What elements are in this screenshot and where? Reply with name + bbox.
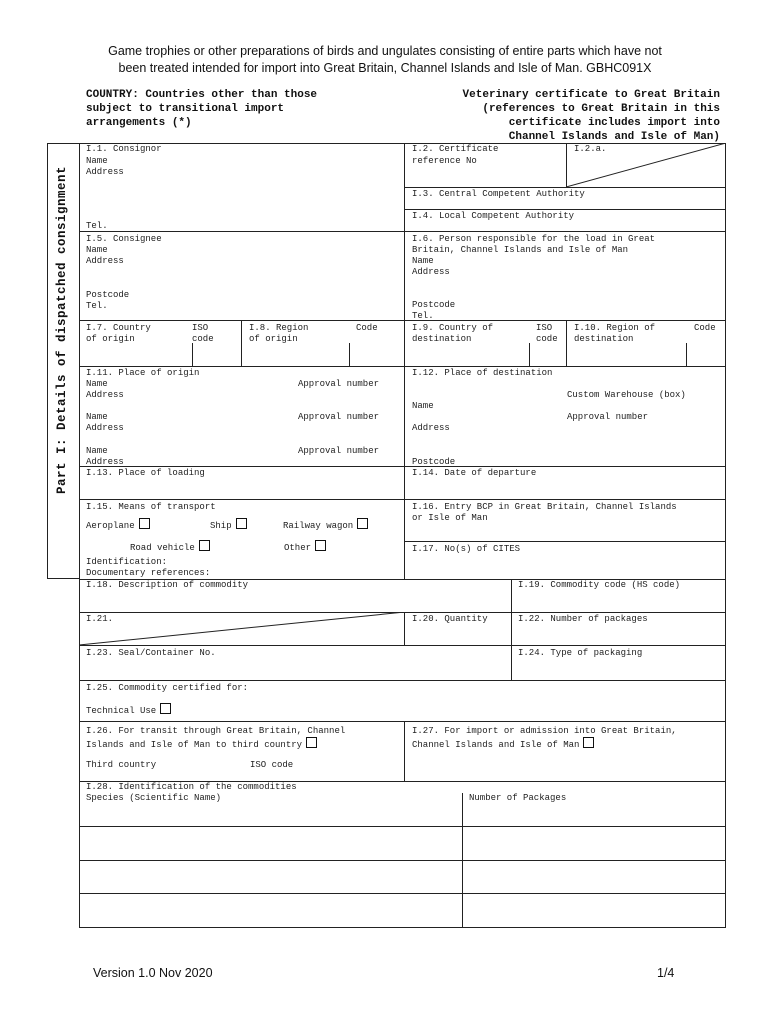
other-label: Other — [284, 543, 312, 553]
transit-option[interactable] — [86, 737, 317, 751]
entry-bcp-label: I.16. Entry BCP in Great Britain, Channel Islands — [412, 502, 677, 512]
other-option[interactable] — [284, 540, 326, 554]
commodity-code-label: I.19. Commodity code (HS code) — [518, 580, 681, 590]
country-origin-code-label: code — [192, 334, 214, 344]
title-line-1: Game trophies or other preparations of birds and ungulates consisting of entire parts which have not — [108, 44, 662, 58]
central-authority-label: I.3. Central Competent Authority — [412, 189, 585, 199]
technical-use-label: Technical Use — [86, 706, 157, 716]
vet-line-3: certificate includes import into — [508, 117, 720, 129]
quantity-label: I.20. Quantity — [412, 614, 488, 624]
page-number: 1/4 — [657, 966, 675, 980]
seal-label: I.23. Seal/Container No. — [86, 648, 216, 658]
ship-checkbox[interactable] — [236, 518, 247, 529]
consignor-name-label: Name — [86, 156, 108, 166]
consignee-postcode-label: Postcode — [86, 290, 130, 300]
certified-for-label: I.25. Commodity certified for: — [86, 683, 249, 693]
num-packages-label: I.22. Number of packages — [518, 614, 648, 624]
person-address-label: Address — [412, 267, 450, 277]
identification-commodities-label: I.28. Identification of the commodities — [86, 782, 297, 792]
version-text: Version 1.0 Nov 2020 — [93, 966, 213, 980]
vet-line-4: Channel Islands and Isle of Man) — [508, 131, 720, 143]
import-option[interactable] — [412, 737, 594, 751]
means-transport-label: I.15. Means of transport — [86, 502, 216, 512]
railway-wagon-option[interactable] — [283, 518, 368, 532]
dest-approval-label: Approval number — [567, 412, 649, 422]
entry-bcp-label-2: or Isle of Man — [412, 513, 488, 523]
origin-approval-2-label: Approval number — [298, 412, 380, 422]
transit-label: I.26. For transit through Great Britain, Channel — [86, 726, 346, 736]
origin-address-1-label: Address — [86, 390, 124, 400]
consignee-address-label: Address — [86, 256, 124, 266]
origin-name-2-label: Name — [86, 412, 108, 422]
country-line-1: COUNTRY: Countries other than those — [86, 89, 318, 101]
species-column-header: Species (Scientific Name) — [86, 793, 222, 803]
consignor-address-label: Address — [86, 167, 124, 177]
import-label: I.27. For import or admission into Great Britain, — [412, 726, 677, 736]
origin-address-2-label: Address — [86, 423, 124, 433]
consignor-label: I.1. Consignor — [86, 144, 162, 154]
part-one-side-label: Part I: Details of dispatched consignment — [55, 165, 69, 495]
doc-refs-label: Documentary references: — [86, 568, 211, 578]
i21-label: I.21. — [86, 614, 114, 624]
road-vehicle-checkbox[interactable] — [199, 540, 210, 551]
place-loading-label: I.13. Place of loading — [86, 468, 205, 478]
date-departure-label: I.14. Date of departure — [412, 468, 537, 478]
consignee-tel-label: Tel. — [86, 301, 108, 311]
third-country-label: Third country — [86, 760, 157, 770]
origin-name-3-label: Name — [86, 446, 108, 456]
person-name-label: Name — [412, 256, 434, 266]
number-packages-column-header: Number of Packages — [469, 793, 567, 803]
custom-warehouse-label: Custom Warehouse (box) — [567, 390, 686, 400]
region-origin-code-label: Code — [356, 323, 378, 333]
third-country-iso-label: ISO code — [250, 760, 294, 770]
country-origin-label: I.7. Country — [86, 323, 151, 333]
region-origin-label-2: of origin — [249, 334, 298, 344]
vet-line-1: Veterinary certificate to Great Britain — [462, 89, 720, 101]
country-dest-iso-label: ISO — [536, 323, 553, 333]
cert-ref-label-2: reference No — [412, 156, 477, 166]
country-dest-code-label: code — [536, 334, 558, 344]
origin-approval-1-label: Approval number — [298, 379, 380, 389]
local-authority-label: I.4. Local Competent Authority — [412, 211, 575, 221]
aeroplane-label: Aeroplane — [86, 521, 135, 531]
dest-name-label: Name — [412, 401, 434, 411]
description-label: I.18. Description of commodity — [86, 580, 249, 590]
place-dest-label: I.12. Place of destination — [412, 368, 553, 378]
region-dest-label-2: destination — [574, 334, 634, 344]
consignor-tel-label: Tel. — [86, 221, 108, 231]
region-dest-code-label: Code — [694, 323, 716, 333]
origin-address-3-label: Address — [86, 457, 124, 467]
import-checkbox[interactable] — [583, 737, 594, 748]
railway-wagon-label: Railway wagon — [283, 521, 354, 531]
cert-2a-label: I.2.a. — [574, 144, 607, 154]
technical-use-checkbox[interactable] — [160, 703, 171, 714]
road-vehicle-option[interactable] — [130, 540, 210, 554]
region-dest-label: I.10. Region of — [574, 323, 656, 333]
document-title — [40, 43, 730, 77]
aeroplane-checkbox[interactable] — [139, 518, 150, 529]
consignee-name-label: Name — [86, 245, 108, 255]
railway-wagon-checkbox[interactable] — [357, 518, 368, 529]
packaging-label: I.24. Type of packaging — [518, 648, 643, 658]
country-origin-label-2: of origin — [86, 334, 135, 344]
origin-name-1-label: Name — [86, 379, 108, 389]
person-postcode-label: Postcode — [412, 300, 456, 310]
road-vehicle-label: Road vehicle — [130, 543, 195, 553]
country-line-3: arrangements (*) — [86, 117, 192, 129]
country-origin-iso-label: ISO — [192, 323, 209, 333]
consignee-label: I.5. Consignee — [86, 234, 162, 244]
import-label-2: Channel Islands and Isle of Man — [412, 740, 580, 750]
vet-line-2: (references to Great Britain in this — [482, 103, 720, 115]
person-responsible-label: I.6. Person responsible for the load in Great — [412, 234, 656, 244]
identification-label: Identification: — [86, 557, 168, 567]
ship-label: Ship — [210, 521, 232, 531]
transit-label-2: Islands and Isle of Man to third country — [86, 740, 303, 750]
person-responsible-label-2: Britain, Channel Islands and Isle of Man — [412, 245, 629, 255]
certificate-heading — [410, 88, 720, 144]
country-heading — [86, 88, 386, 130]
country-dest-label: I.9. Country of — [412, 323, 494, 333]
dest-postcode-label: Postcode — [412, 457, 456, 467]
diagonal-strike-i21 — [79, 612, 405, 646]
ship-option[interactable] — [210, 518, 247, 532]
person-tel-label: Tel. — [412, 311, 434, 321]
technical-use-option[interactable] — [86, 703, 171, 717]
dest-address-label: Address — [412, 423, 450, 433]
country-dest-label-2: destination — [412, 334, 472, 344]
other-checkbox[interactable] — [315, 540, 326, 551]
transit-checkbox[interactable] — [306, 737, 317, 748]
title-line-2: been treated intended for import into Great Britain, Channel Islands and Isle of Man. GBHC091X — [118, 61, 652, 75]
origin-approval-3-label: Approval number — [298, 446, 380, 456]
region-origin-label: I.8. Region — [249, 323, 309, 333]
aeroplane-option[interactable] — [86, 518, 150, 532]
cites-label: I.17. No(s) of CITES — [412, 544, 521, 554]
cert-ref-label: I.2. Certificate — [412, 144, 499, 154]
country-line-2: subject to transitional import — [86, 103, 285, 115]
place-origin-label: I.11. Place of origin — [86, 368, 200, 378]
